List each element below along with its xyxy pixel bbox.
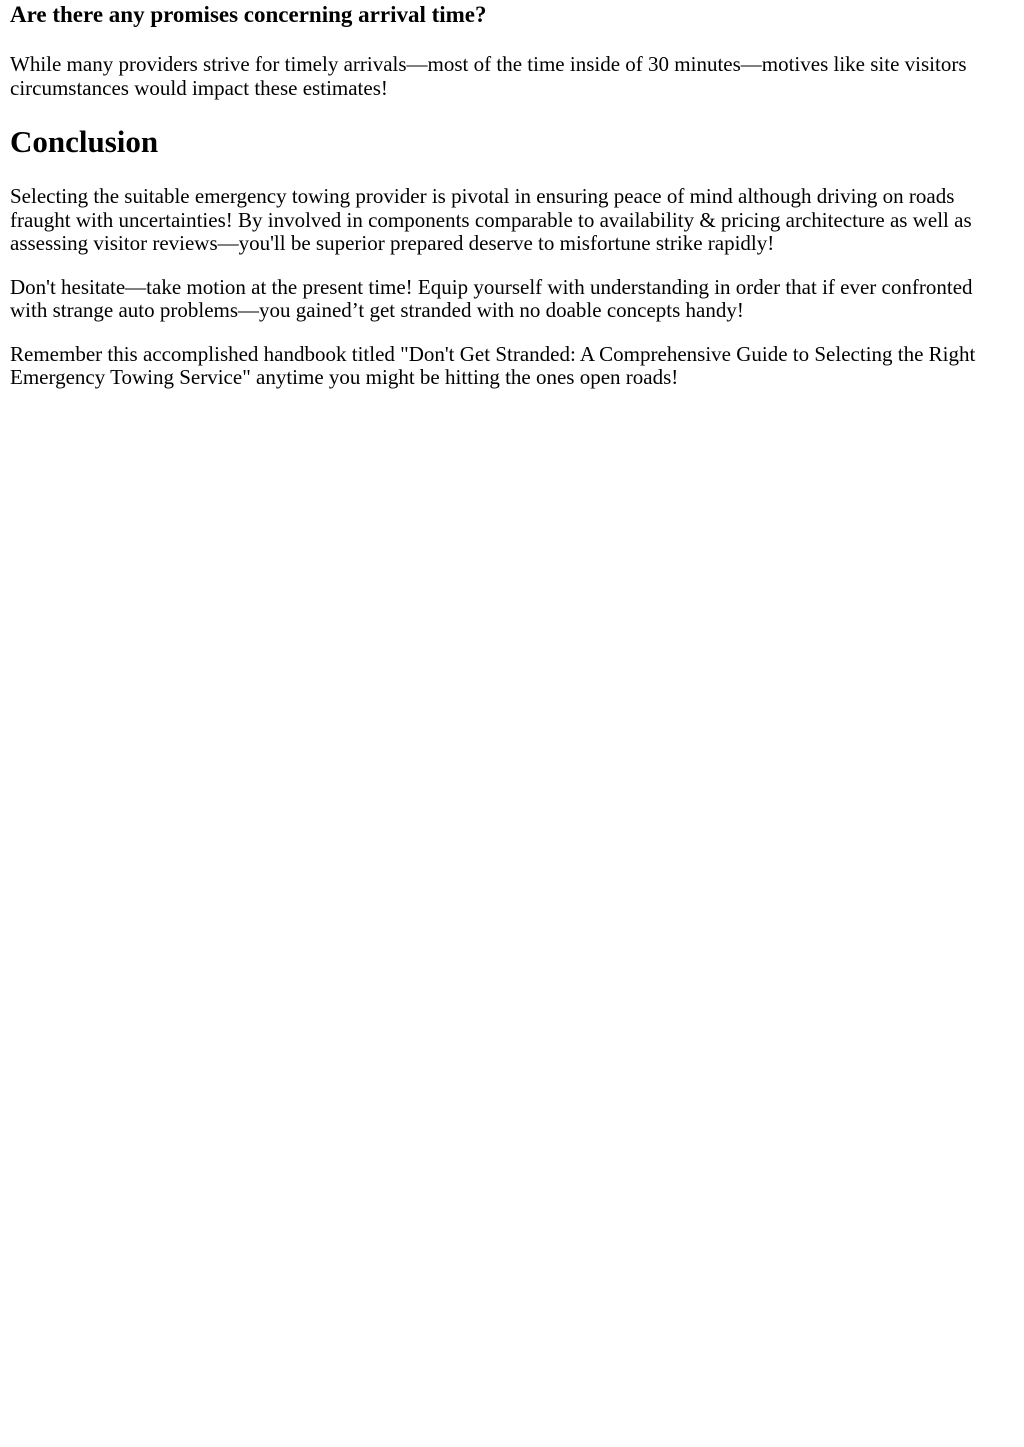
conclusion-paragraph-3: Remember this accomplished handbook titled "Don't Get Stranded: A Comprehensive Guide to Selecting the Right Emergency Towing Service" anytime you might be hitting the ones open roads! [10,341,976,389]
conclusion-paragraph-2: Don't hesitate—take motion at the present time! Equip yourself with understanding in order that if ever confronted with strange auto problems—you gained’t get stranded with no doable concepts handy! [10,274,973,322]
article-body [10,1,1014,390]
faq-question-heading: Are there any promises concerning arrival time? [10,2,487,27]
conclusion-heading: Conclusion [10,124,159,159]
conclusion-paragraph-1: Selecting the suitable emergency towing provider is pivotal in ensuring peace of mind although driving on roads fraught with uncertainties! By involved in components comparable to availability & pricing architecture as well as assessing visitor reviews—you'll be superior prepared deserve to misfortune strike rapidly! [10,184,972,255]
faq-answer-paragraph: While many providers strive for timely arrivals—most of the time inside of 30 minutes—motives like site visitors circumstances would impact these estimates! [10,52,967,100]
